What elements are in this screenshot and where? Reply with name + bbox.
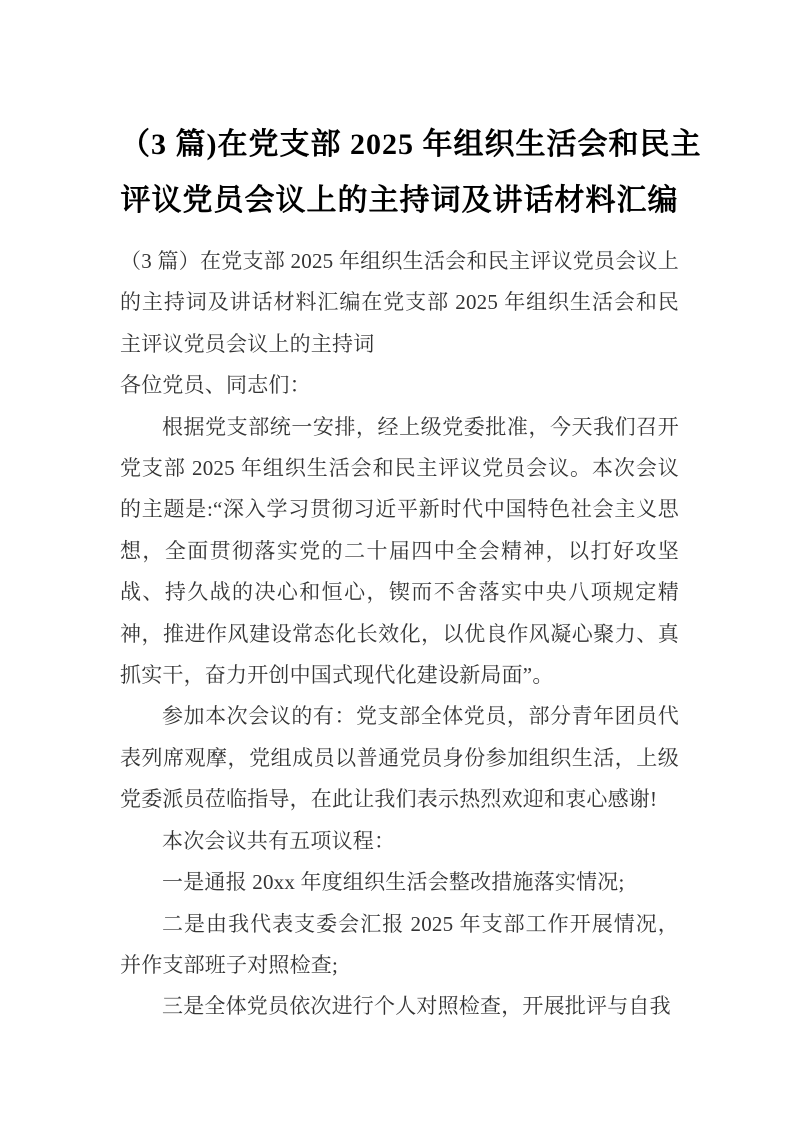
paragraph-agenda-item-2: 二是由我代表支委会汇报 2025 年支部工作开展情况，并作支部班子对照检查; (120, 911, 679, 977)
paragraph-opening: 根据党支部统一安排，经上级党委批准，今天我们召开党支部 2025 年组织生活会和民主评议党员会议。本次会议的主题是:“深入学习贯彻习近平新时代中国特色社会主义思想，全面贯彻落实党的二十届四中全会精神，以打好攻坚战、持久战的决心和恒心，锲而不舍落实中央八项规定精神，推进作风建设常态化长效化，以优良作风凝心聚力、真抓实干，奋力开创中国式现代化建设新局面”。 (120, 414, 679, 688)
paragraph-heading-repeat: （3 篇）在党支部 2025 年组织生活会和民主评议党员会议上的主持词及讲话材料汇编在党支部 2025 年组织生活会和民主评议党员会议上的主持词 (120, 249, 679, 356)
paragraph-salutation: 各位党员、同志们： (120, 373, 311, 398)
paragraph-attendees: 参加本次会议的有：党支部全体党员，部分青年团员代表列席观摩，党组成员以普通党员身份参加组织生活，上级党委派员莅临指导，在此让我们表示热烈欢迎和衷心感谢! (120, 704, 679, 812)
document-title (120, 117, 702, 229)
title-line-1: （3 篇)在党支部 2025 年组织生活会和民主 (120, 128, 702, 161)
paragraph-agenda-item-1: 一是通报 20xx 年度组织生活会整改措施落实情况; (162, 870, 625, 895)
paragraph-agenda-intro: 本次会议共有五项议程： (162, 828, 396, 853)
paragraph-agenda-item-3: 三是全体党员依次进行个人对照检查，开展批评与自我 (162, 994, 671, 1019)
title-line-2: 评议党员会议上的主持词及讲话材料汇编 (120, 184, 679, 217)
